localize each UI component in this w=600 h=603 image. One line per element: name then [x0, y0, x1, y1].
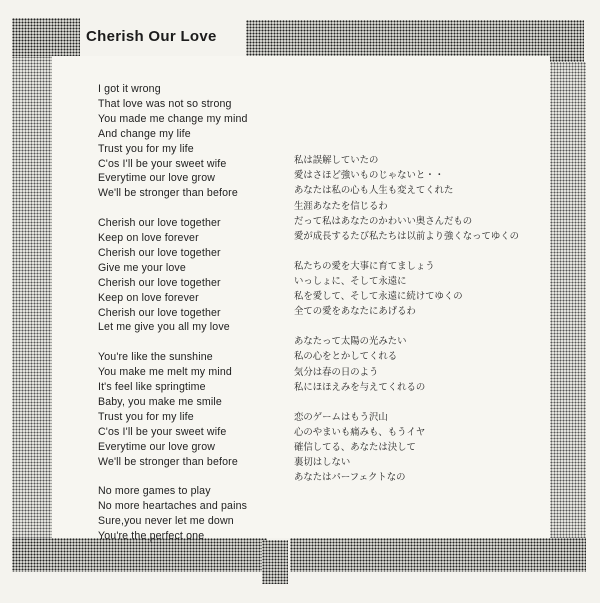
japanese-stanza [294, 410, 544, 486]
lyric-line-jp: 確信してる、あなたは決して [294, 442, 416, 454]
english-lyrics [98, 82, 288, 559]
japanese-stanza [294, 259, 544, 320]
lyric-line: Cherish our love together [98, 217, 221, 230]
lyric-line: Everytime our love grow [98, 440, 216, 453]
lyric-line: Trust you for my life [98, 142, 194, 155]
japanese-stanza [294, 334, 544, 395]
lyric-line-jp: 愛はさほど強いものじゃないと・・ [294, 170, 445, 182]
lyric-line-jp: 生涯あなたを信じるわ [294, 200, 388, 212]
lyric-line: You're the perfect one [98, 530, 205, 543]
lyric-line: Give me your love [98, 261, 186, 274]
lyric-line: It's feel like springtime [98, 381, 206, 394]
lyric-line: Everytime our love grow [98, 172, 216, 185]
lyric-line: Keep on love forever [98, 232, 199, 245]
lyric-line: And change my life [98, 127, 191, 140]
japanese-stanza [294, 153, 544, 244]
english-stanza [98, 216, 288, 335]
halftone-border-left [12, 56, 52, 544]
lyric-line-jp: 私を愛して、そして永遠に続けてゆくの [294, 291, 463, 303]
lyric-line: I got it wrong [98, 83, 161, 95]
lyric-line: We'll be stronger than before [98, 455, 238, 468]
lyric-line-jp: あなたって太陽の光みたい [294, 336, 407, 348]
lyric-line: Cherish our love together [98, 306, 221, 319]
lyric-line: Trust you for my life [98, 410, 194, 423]
lyric-line-jp: 愛が成長するたび私たちは以前より強くなってゆくの [294, 231, 520, 243]
lyric-line-jp: いっしょに、そして永遠に [294, 276, 407, 288]
lyric-line-jp: 私は誤解していたの [294, 155, 379, 166]
english-stanza [98, 484, 288, 544]
lyric-line-jp: 心のやまいも痛みも、もうイヤ [294, 426, 426, 438]
lyric-line-jp: だって私はあなたのかわいい奥さんだもの [294, 215, 473, 227]
halftone-border-right [550, 62, 586, 544]
lyric-line-jp: あなたは私の心も人生も変えてくれた [294, 185, 454, 197]
lyric-line: You made me change my mind [98, 112, 248, 125]
lyric-line-jp: 気分は春の日のよう [294, 366, 379, 378]
lyric-line-jp: 全ての愛をあなたにあげるわ [294, 306, 416, 318]
english-stanza [98, 350, 288, 469]
lyric-line-jp: 私たちの愛を大事に育てましょう [294, 260, 435, 272]
lyric-line: You make me melt my mind [98, 366, 232, 379]
lyric-line: C'os I'll be your sweet wife [98, 425, 227, 438]
lyric-line-jp: 裏切はしない [294, 457, 351, 469]
lyric-line: Let me give you all my love [98, 321, 230, 334]
lyric-line: That love was not so strong [98, 97, 232, 110]
lyric-line-jp: 恋のゲームはもう沢山 [294, 411, 388, 423]
lyric-line-jp: 私にほほえみを与えてくれるの [294, 381, 426, 393]
lyric-line: Keep on love forever [98, 291, 199, 304]
japanese-lyrics [294, 153, 544, 500]
lyric-line: Baby, you make me smile [98, 396, 222, 408]
lyric-line: Cherish our love together [98, 276, 221, 289]
lyric-line: No more heartaches and pains [98, 500, 248, 513]
lyric-line: Sure,you never let me down [98, 515, 234, 528]
halftone-border-bottom-right [290, 538, 586, 572]
lyric-line: No more games to play [98, 485, 211, 498]
lyric-line-jp: あなたはパーフェクトなの [294, 472, 406, 484]
lyric-line: Cherish our love together [98, 246, 221, 259]
lyric-line: C'os I'll be your sweet wife [98, 157, 227, 170]
halftone-border-top-left [12, 18, 80, 56]
lyric-line-jp: 私の心をとかしてくれる [294, 351, 398, 363]
song-title: Cherish Our Love [86, 28, 217, 45]
lyric-line: You're like the sunshine [98, 351, 213, 364]
lyric-line: We'll be stronger than before [98, 187, 238, 200]
english-stanza [98, 82, 288, 201]
